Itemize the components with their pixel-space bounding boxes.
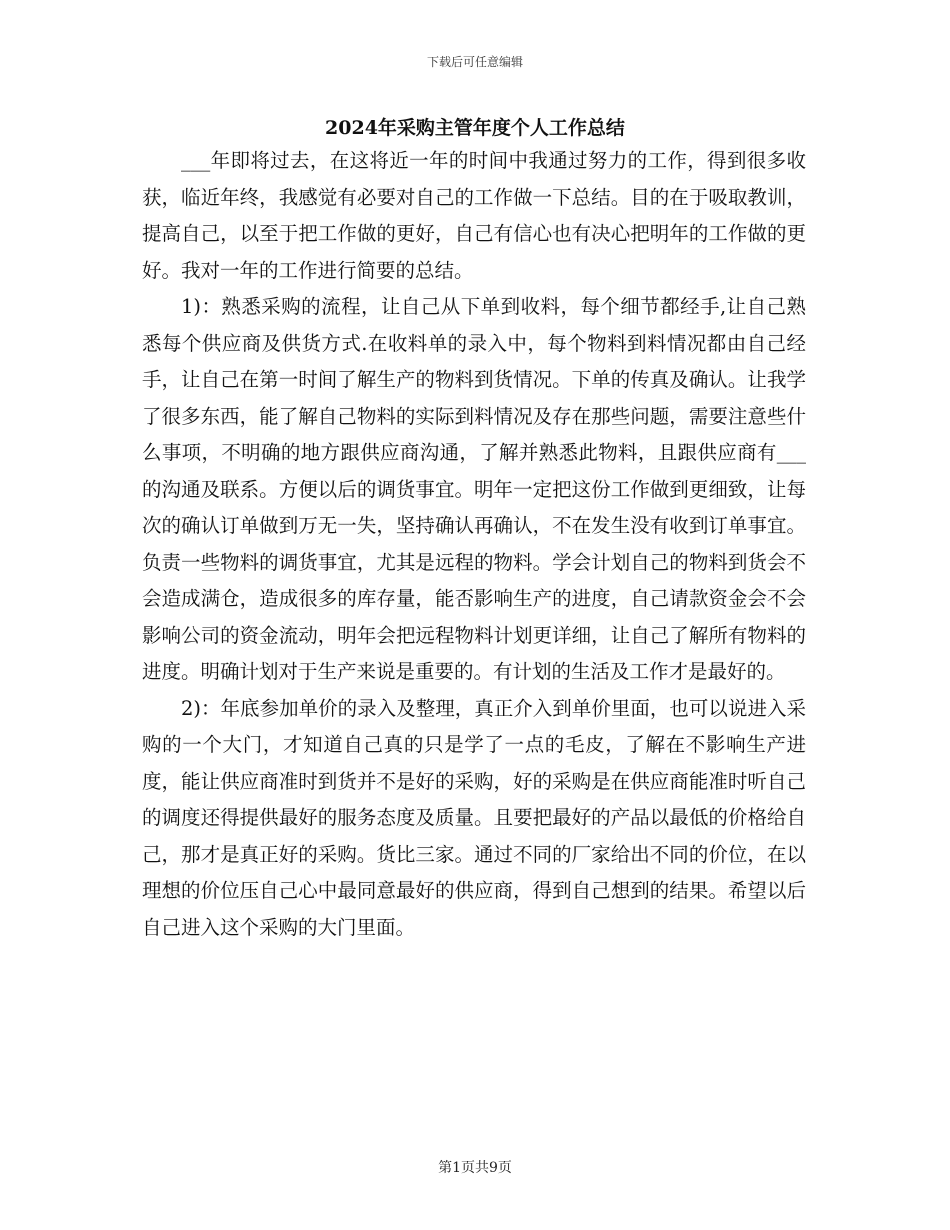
- document-body: [142, 143, 806, 946]
- paragraph-item-1: 1)：熟悉采购的流程，让自己从下单到收料，每个细节都经手,让自己熟悉每个供应商及供货方式.在收料单的录入中，每个物料到料情况都由自己经手，让自己在第一时间了解生产的物料到货情况。下单的传真及确认。让我学了很多东西，能了解自己物料的实际到料情况及存在那些问题，需要注意些什么事项，不明确的地方跟供应商沟通，了解并熟悉此物料，且跟供应商有___的沟通及联系。方便以后的调货事宜。明年一定把这份工作做到更细致，让每次的确认订单做到万无一失，坚持确认再确认，不在发生没有收到订单事宜。负责一些物料的调货事宜，尤其是远程的物料。学会计划自己的物料到货会不会造成满仓，造成很多的库存量，能否影响生产的进度，自己请款资金会不会影响公司的资金流动，明年会把远程物料计划更详细，让自己了解所有物料的进度。明确计划对于生产来说是重要的。有计划的生活及工作才是最好的。: [142, 295, 806, 683]
- page-number: 第1页共9页: [438, 1160, 512, 1176]
- document-title: 2024年采购主管年度个人工作总结: [325, 117, 625, 139]
- paragraph-item-2: 2)：年底参加单价的录入及整理，真正介入到单价里面，也可以说进入采购的一个大门，才知道自己真的只是学了一点的毛皮，了解在不影响生产进度，能让供应商准时到货并不是好的采购，好的采购是在供应商能准时听自己的调度还得提供最好的服务态度及质量。且要把最好的产品以最低的价格给自己，那才是真正好的采购。货比三家。通过不同的厂家给出不同的价位，在以理想的价位压自己心中最同意最好的供应商，得到自己想到的结果。希望以后自己进入这个采购的大门里面。: [142, 696, 806, 939]
- page-header-note: 下载后可任意编辑: [426, 55, 523, 69]
- paragraph-intro: ___年即将过去，在这将近一年的时间中我通过努力的工作，得到很多收获，临近年终，我感觉有必要对自己的工作做一下总结。目的在于吸取教训，提高自己，以至于把工作做的更好，自己有信心也有决心把明年的工作做的更好。我对一年的工作进行简要的总结。: [142, 149, 806, 282]
